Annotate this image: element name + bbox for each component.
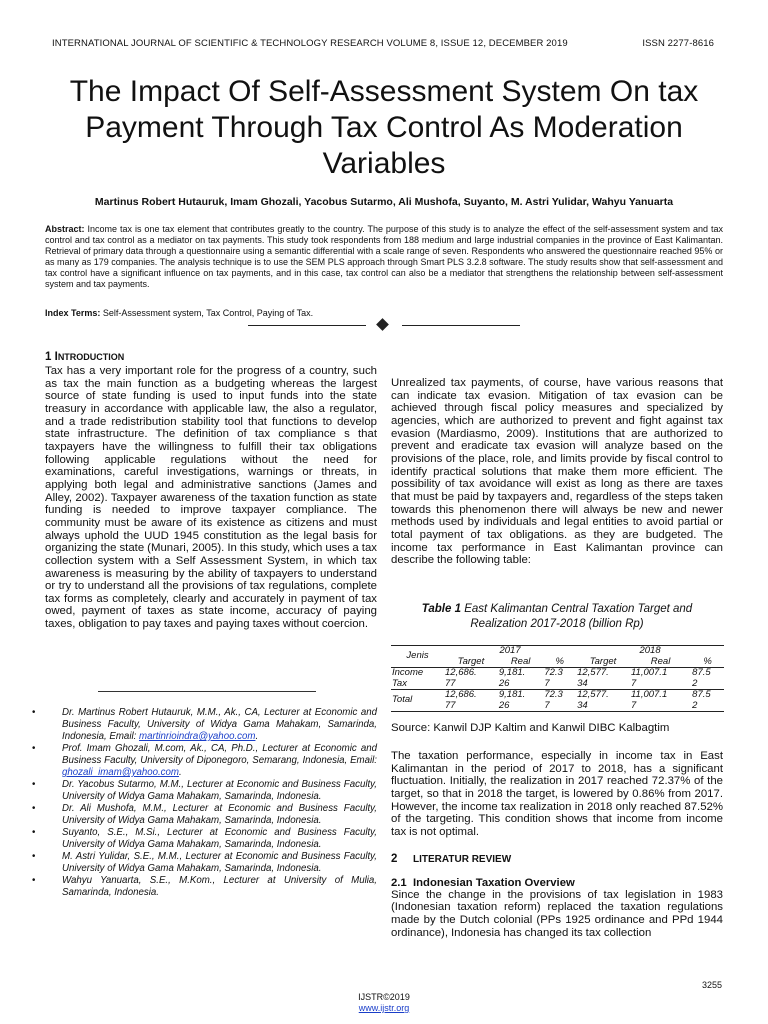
- table-cell: 72.3 7: [543, 668, 576, 690]
- footnote-text: Wahyu Yanuarta, S.E., M.Kom., Lecturer at University of Mulia, Samarinda, Indonesia.: [62, 875, 377, 898]
- subsection-number: 2.1: [391, 876, 407, 889]
- section-number: 1: [45, 351, 52, 363]
- footnote-item: [32, 875, 377, 899]
- table-header-jenis: Jenis: [406, 650, 429, 662]
- journal-header: INTERNATIONAL JOURNAL OF SCIENTIFIC & TECHNOLOGY RESEARCH VOLUME 8, ISSUE 12, DECEMBER 2019: [52, 38, 568, 49]
- table-row: [391, 690, 724, 712]
- table-subheader: Target: [457, 655, 485, 667]
- table-cell: 9,181. 26: [498, 668, 543, 690]
- table-caption-line: Realization 2017-2018 (billion Rp): [470, 618, 644, 630]
- author-footnotes: [32, 707, 377, 899]
- author-list: Martinus Robert Hutauruk, Imam Ghozali, Yacobus Sutarmo, Ali Mushofa, Suyanto, M. Astri Yulidar, Wahyu Yanuarta: [94, 196, 674, 208]
- section-title: LITERATUR REVIEW: [413, 853, 512, 865]
- footnote-text: Prof. Imam Ghozali, M.com, Ak., CA, Ph.D., Lecturer at Economic and Business Faculty, University of Diponegoro, Semarang, Indonesia, Email:: [62, 743, 377, 766]
- footer-publisher: IJSTR©2019: [358, 992, 410, 1002]
- footnote-tail: .: [179, 767, 182, 778]
- abstract-text: Income tax is one tax element that contributes greatly to the country. The purpose of this study is to analyze the effect of the self-assessment system and tax control and tax control as a mediator on tax payments. This study took respondents from 188 medium and large industrial companies in the province of East Kalimantan. Retrieval of primary data through a questionnaire using a semantic differential with a scale range of seven. Respondents who answered the questionnaire reached 95% or as many as 179 companies. The analysis technique is to use the SEM PLS approach through Smart PLS 3.2.8 software. The study results show that self-assessment and tax control have a significant influence on tax payments, and in this case, tax control can also be a mediator that strengthens the relationship between self-assessment system and tax payments.: [45, 224, 723, 289]
- title-line: The Impact Of Self-Assessment System On tax: [69, 75, 699, 108]
- abstract-label: Abstract:: [45, 224, 85, 234]
- footnote-item: [32, 851, 377, 875]
- section-heading-introduction: [45, 351, 377, 363]
- table-source: Source: Kanwil DJP Kaltim and Kanwil DIBC Kalbagtim: [391, 722, 670, 734]
- footnote-item: [32, 803, 377, 827]
- paper-title: [30, 74, 738, 182]
- table-subheader: %: [703, 655, 712, 667]
- footnote-text: Suyanto, S.E., M.Si., Lecturer at Economic and Business Faculty, University of Widya Gama Mahakam, Samarinda, Indonesia.: [62, 827, 377, 850]
- table-cell: 87.5 2: [691, 690, 724, 712]
- table-header-row: [391, 646, 724, 657]
- table-cell: 9,181. 26: [498, 690, 543, 712]
- table-cell: 11,007.1 7: [630, 668, 691, 690]
- table-cell: Total: [391, 690, 444, 712]
- subsection-heading: [391, 877, 723, 889]
- left-column: [45, 351, 377, 631]
- bullet-icon: •: [32, 779, 36, 790]
- diamond-icon: [376, 318, 389, 331]
- table-cell: 87.5 2: [691, 668, 724, 690]
- bullet-icon: •: [32, 803, 36, 814]
- footnote-tail: .: [255, 731, 259, 742]
- title-line: Variables: [322, 147, 446, 180]
- section-initial: I: [54, 351, 58, 363]
- section-title-rest: NTRODUCTION: [57, 352, 125, 362]
- table-subheader: %: [555, 655, 564, 667]
- section-number: 2: [391, 852, 398, 865]
- right-column-top: [391, 377, 723, 567]
- email-link[interactable]: martinrioindra@yahoo.com: [139, 731, 256, 742]
- section-divider: [248, 318, 520, 332]
- bullet-icon: •: [32, 875, 36, 886]
- taxation-overview-text: Since the change in the provisions of tax legislation in 1983 (Indonesian taxation reform) replaced the taxation regulations made by the Dutch colonial (PPs 1925 ordinance and PPd 1944 ordinance), Indonesia has changed its tax collection: [391, 888, 723, 939]
- table-label: Table 1: [421, 603, 461, 615]
- footnote-item: [32, 827, 377, 851]
- email-link[interactable]: ghozali_imam@yahoo.com: [62, 767, 179, 778]
- table-cell: Income Tax: [391, 668, 444, 690]
- bullet-icon: •: [32, 827, 36, 838]
- table-header-year: 2017: [499, 645, 521, 656]
- footnote-item: [32, 707, 377, 743]
- footnote-item: [32, 743, 377, 779]
- footnote-text: Dr. Yacobus Sutarmo, M.M., Lecturer at Economic and Business Faculty, University of Widya Gama Mahakam, Samarinda, Indonesia.: [62, 779, 377, 802]
- table-cell: 12,686. 77: [444, 668, 498, 690]
- table-row: [391, 668, 724, 690]
- section-heading-literature: [391, 853, 723, 865]
- footnote-text: Dr. Ali Mushofa, M.M., Lecturer at Economic and Business Faculty, University of Widya Gama Mahakam, Samarinda, Indonesia.: [62, 803, 377, 826]
- subsection-title: Indonesian Taxation Overview: [413, 876, 575, 889]
- index-terms-text: Self-Assessment system, Tax Control, Paying of Tax.: [102, 308, 314, 318]
- bullet-icon: •: [32, 707, 36, 718]
- table-subheader: Real: [650, 655, 671, 667]
- bullet-icon: •: [32, 743, 36, 754]
- title-line: Payment Through Tax Control As Moderation: [85, 111, 683, 144]
- page-number: 3255: [701, 980, 722, 990]
- table-header-year: 2018: [639, 645, 661, 656]
- page-footer: [0, 992, 768, 1014]
- table-cell: 11,007.1 7: [630, 690, 691, 712]
- table-cell: 12,577. 34: [576, 690, 630, 712]
- footnote-rule: [98, 691, 316, 692]
- table-subheader: Real: [510, 655, 531, 667]
- table-cell: 72.3 7: [543, 690, 576, 712]
- abstract: [45, 224, 723, 289]
- footnote-text: M. Astri Yulidar, S.E., M.M., Lecturer at Economic and Business Faculty, University of Widya Gama Mahakam, Samarinda, Indonesia.: [62, 851, 377, 874]
- footer-url-link[interactable]: www.ijstr.org: [358, 1003, 410, 1013]
- bullet-icon: •: [32, 851, 36, 862]
- table-cell: 12,577. 34: [576, 668, 630, 690]
- table-caption: [391, 602, 723, 632]
- performance-paragraph: The taxation performance, especially in income tax in East Kalimantan in the period of 2017 to 2018, has a significant fluctuation. Initially, the realization in 2017 reached 72.37% of the target, so that in 2018 the target, is lowered by 0.86% from 2017. However, the income tax realization in 2018 only reached 87.52% of the targeting. This condition shows that income from income tax is not optimal.: [391, 750, 723, 838]
- index-terms-label: Index Terms:: [45, 308, 101, 318]
- footnote-text: Dr. Martinus Robert Hutauruk, M.M., Ak., CA, Lecturer at Economic and Business Faculty, University of Widya Gama Mahakam, Samarinda, Indonesia, Email:: [62, 707, 377, 742]
- table-subheader: Target: [589, 655, 617, 667]
- right-column-bottom: [391, 750, 723, 939]
- tax-evasion-paragraph: Unrealized tax payments, of course, have various reasons that can indicate tax evasion. Mitigation of tax evasion can be achieved through fiscal policy measures and specialized by agencies, which are authorized to prevent and fight against tax evasion (Mardiasmo, 2009). Institutions that are authorized to prevent and eradicate tax evasion will analyze based on the provisions of the place, role, and limits provide by fiscal control to identify practical solutions that make them more efficient. The possibility of tax avoidance will exist as long as there are taxes that must be paid by taxpayers and, regardless of the steps taken towards this phenomenon there will always be new and newer methods used by individuals and legal entities to avoid partial or total payment of tax obligations. as they are budgeted. The income tax performance in East Kalimantan province can describe the following table:: [391, 377, 723, 567]
- table-caption-line: East Kalimantan Central Taxation Target and: [464, 603, 693, 615]
- introduction-text: Tax has a very important role for the progress of a country, such as tax the main function as a budgeting whereas the largest source of state funding is used to input funds into the state treasury in accordance with applicable law, the also a regulator, and a trade redistribution stability tool that functions to develop state infrastructure. The definition of tax compliance s that taxpayers have the willingness to fulfill their tax obligations following applicable regulations without the need for examinations, careful investigations, warnings or threats, in applying both legal and administrative sanctions (James and Alley, 2002). Taxpayer awareness of the taxation function as state funding is needed to improve taxpayer compliance. The community must be aware of its existence as citizens and must always uphold the UUD 1945 constitution as the legal basis for organizing the state (Munari, 2005). In this study, which uses a tax collection system with a Self Assessment System, in which tax awareness is measuring by the ability of taxpayers to understand or try to understand all the provisions of tax regulations, complete tax forms as completely, clearly and accurately in payment of tax owed, payment of taxes as state income, accuracy of paying taxes, obligation to pay taxes and paying taxes without coercion.: [45, 365, 377, 631]
- taxation-table: [391, 645, 724, 712]
- table-cell: 12,686. 77: [444, 690, 498, 712]
- footnote-item: [32, 779, 377, 803]
- issn-label: ISSN 2277-8616: [642, 38, 714, 49]
